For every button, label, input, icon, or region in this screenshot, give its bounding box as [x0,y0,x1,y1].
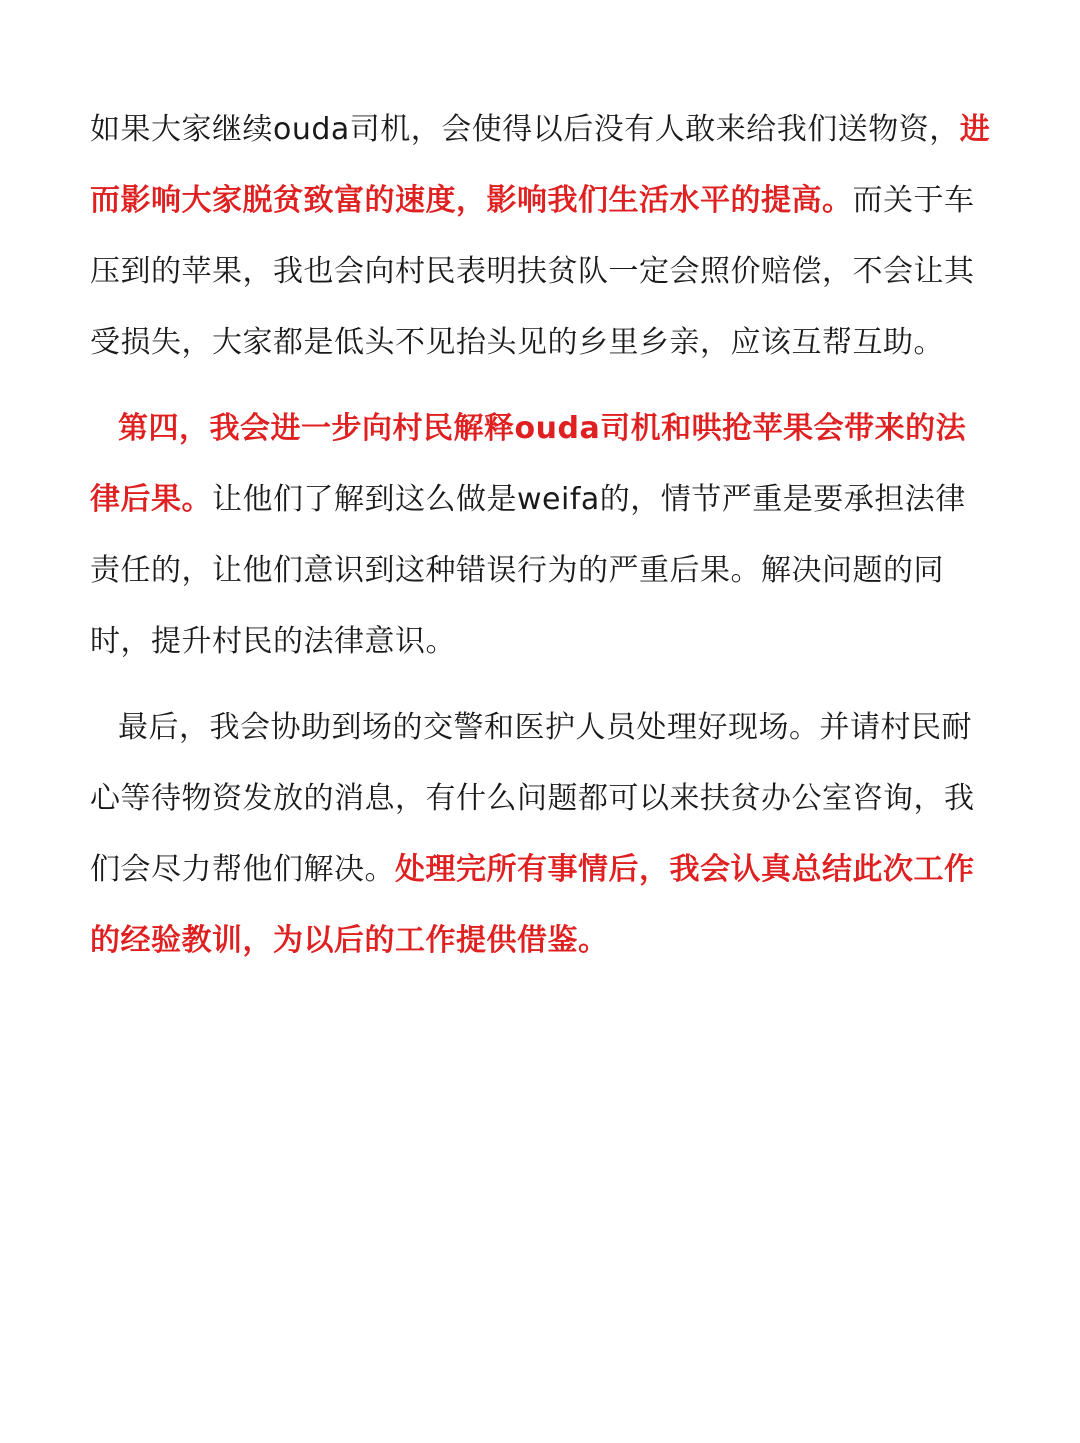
text-segment: 最后，我会协助到场的交警和医护人员处理好现场。并请村民耐心等待物资发放的消息，有什么问题都可以来扶贫办公室咨询，我们会尽力帮他们解决。 [90,710,975,887]
highlighted-text-segment: 处理完所有事情后，我会认真总结此次工作的经验教训，为以后的工作提供借鉴。 [90,852,975,958]
text-segment: 而关于车压到的苹果，我也会向村民表明扶贫队一定会照价赔偿，不会让其受损失，大家都是低头不见抬头见的乡里乡亲，应该互帮互助。 [90,183,975,360]
text-segment: 让他们了解到这么做是weifa的，情节严重是要承担法律责任的，让他们意识到这种错误行为的严重后果。解决问题的同时，提升村民的法律意识。 [90,482,966,659]
paragraph-compensation [90,94,995,378]
text-segment: 如果大家继续ouda司机，会使得以后没有人敢来给我们送物资， [90,112,960,147]
highlighted-text-segment: 进而影响大家脱贫致富的速度，影响我们生活水平的提高。 [90,112,991,218]
paragraph-conclusion [90,692,995,976]
highlighted-text-segment: 第四，我会进一步向村民解释ouda司机和哄抢苹果会带来的法律后果。 [90,411,967,517]
paragraph-legal-explanation [90,393,995,677]
article-body [90,94,995,976]
